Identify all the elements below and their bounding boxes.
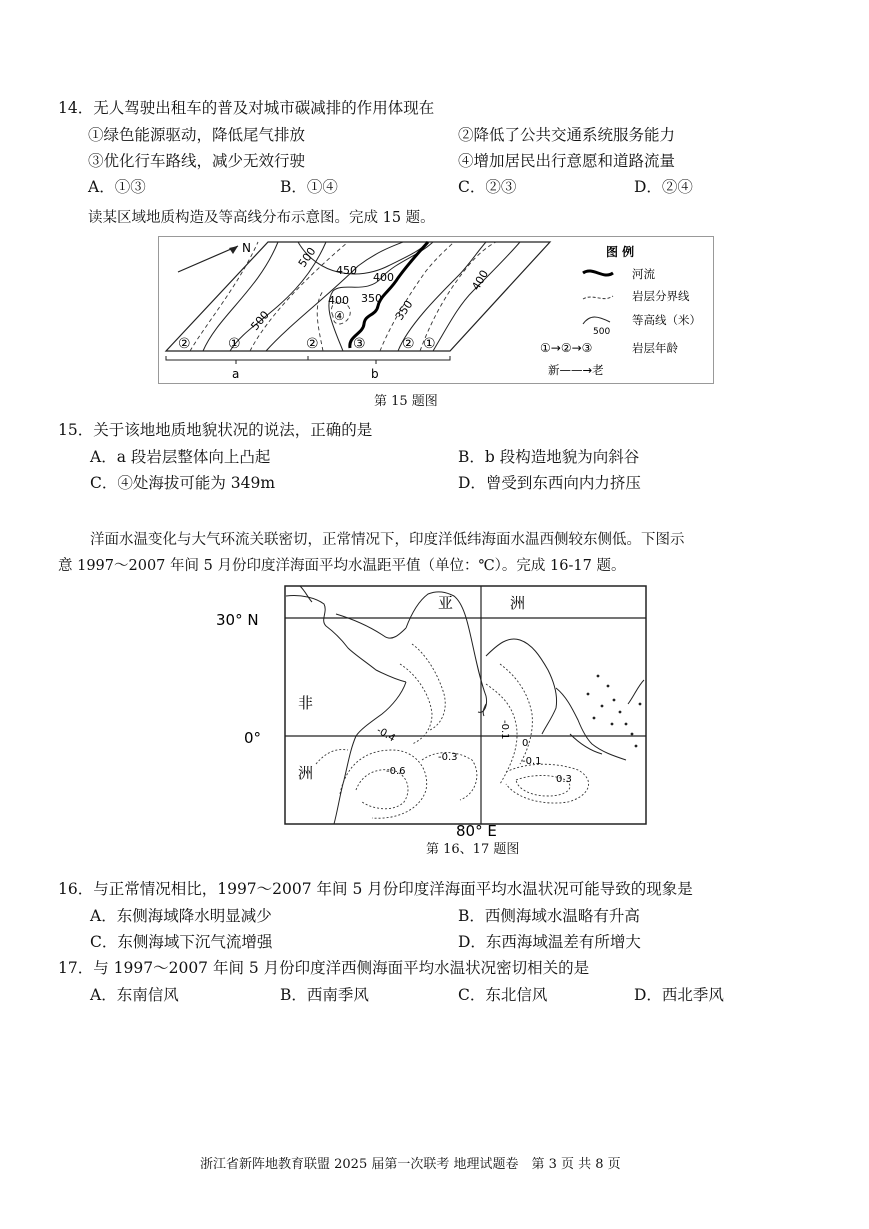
q15-option-a: A．a 段岩层整体向上凸起: [90, 448, 271, 466]
q14-option-c: C．②③: [458, 178, 517, 196]
legend-river: 河流: [632, 267, 655, 281]
fig16-caption: 第 16、17 题图: [426, 842, 520, 857]
asia-label-1: 亚: [438, 594, 454, 612]
isotherm-value: 0: [522, 738, 529, 749]
layer-label: ②: [402, 336, 415, 352]
asia-label-2: 洲: [510, 594, 526, 612]
q14-stem: 14．无人驾驶出租车的普及对城市碳减排的作用体现在: [58, 99, 435, 117]
isotherm-value: -0.4: [374, 725, 397, 745]
legend-new-old: 新——→老: [548, 363, 604, 377]
africa-label-2: 洲: [298, 764, 314, 782]
q15-intro: 读某区域地质构造及等高线分布示意图。完成 15 题。: [88, 210, 435, 226]
q14-item-1: ①绿色能源驱动，降低尾气排放: [88, 126, 306, 144]
fig15-caption: 第 15 题图: [374, 394, 438, 409]
legend-contour: 等高线（米）: [632, 313, 701, 327]
q14-option-a: A．①③: [88, 178, 146, 196]
legend-age-seq: ①→②→③: [540, 341, 593, 355]
q15-option-d: D．曾受到东西向内力挤压: [458, 474, 641, 492]
indian-ocean-map: [216, 584, 658, 838]
q17-option-b: B．西南季风: [280, 986, 369, 1004]
layer-label: ①: [423, 336, 436, 352]
q17-option-a: A．东南信风: [90, 986, 179, 1004]
contour-label: 400: [328, 294, 349, 307]
geology-figure: [158, 236, 714, 384]
q14-item-3: ③优化行车路线，减少无效行驶: [88, 152, 306, 170]
layer-label: ③: [353, 336, 366, 352]
isotherm-value: -0.1: [499, 720, 510, 740]
layer-label: ②: [306, 336, 319, 352]
q17-stem: 17．与 1997～2007 年间 5 月份印度洋西侧海面平均水温状况密切相关的是: [58, 959, 590, 977]
page-footer: 浙江省新阵地教育联盟 2025 届第一次联考 地理试题卷 第 3 页 共 8 页: [200, 1157, 621, 1172]
lat-30n-label: 30° N: [216, 611, 259, 629]
q14-item-2: ②降低了公共交通系统服务能力: [458, 126, 676, 144]
q17-option-d: D．西北季风: [634, 986, 724, 1004]
legend-age-label: 岩层年龄: [632, 341, 678, 355]
q16-option-c: C．东侧海域下沉气流增强: [90, 933, 273, 951]
lat-0-label: 0°: [244, 729, 262, 747]
q15-option-c: C．④处海拔可能为 349m: [90, 474, 276, 492]
contour-label: 450: [336, 264, 357, 277]
segment-b-label: b: [371, 367, 379, 381]
q17-option-c: C．东北信风: [458, 986, 548, 1004]
q16-intro-line1: 洋面水温变化与大气环流关联密切，正常情况下，印度洋低纬海面水温西侧较东侧低。下图示: [90, 532, 685, 548]
isotherm-value: 0.3: [556, 774, 572, 785]
q16-option-b: B．西侧海域水温略有升高: [458, 907, 640, 925]
contour-label: 350: [392, 298, 416, 323]
layer-label: ②: [178, 336, 191, 352]
q16-option-a: A．东侧海域降水明显减少: [90, 907, 272, 925]
layer-label: ①: [228, 336, 241, 352]
q14-item-4: ④增加居民出行意愿和道路流量: [458, 152, 676, 170]
africa-label-1: 非: [298, 694, 314, 712]
q16-stem: 16．与正常情况相比，1997～2007 年间 5 月份印度洋海面平均水温状况可能导致的现象是: [58, 880, 693, 898]
north-label: N: [242, 241, 251, 255]
legend-contour-sample: 500: [593, 327, 611, 337]
contour-label: 500: [295, 245, 319, 270]
legend-boundary: 岩层分界线: [632, 289, 690, 303]
contour-label: 350: [361, 292, 382, 305]
q15-stem: 15．关于该地地质地貌状况的说法，正确的是: [58, 421, 373, 439]
isotherm-value: -0.1: [522, 756, 542, 767]
contour-label: 400: [373, 271, 394, 284]
center-rock-label: ④: [334, 309, 345, 323]
contour-label: 400: [469, 267, 492, 293]
q16-intro-line2: 意 1997～2007 年间 5 月份印度洋海面平均水温距平值（单位：℃）。完成 16-17 题。: [58, 558, 626, 574]
q14-option-d: D．②④: [634, 178, 693, 196]
contour-label: 500: [248, 308, 272, 333]
map-frame: [285, 586, 646, 824]
segment-a-label: a: [232, 367, 240, 381]
legend-title: 图 例: [606, 245, 635, 259]
q16-option-d: D．东西海域温差有所增大: [458, 933, 641, 951]
q14-option-b: B．①④: [280, 178, 338, 196]
lon-80e-label: 80° E: [456, 822, 497, 838]
isotherm-value: -0.3: [438, 752, 458, 763]
isotherm-value: -0.6: [386, 766, 406, 777]
q15-option-b: B．b 段构造地貌为向斜谷: [458, 448, 640, 466]
